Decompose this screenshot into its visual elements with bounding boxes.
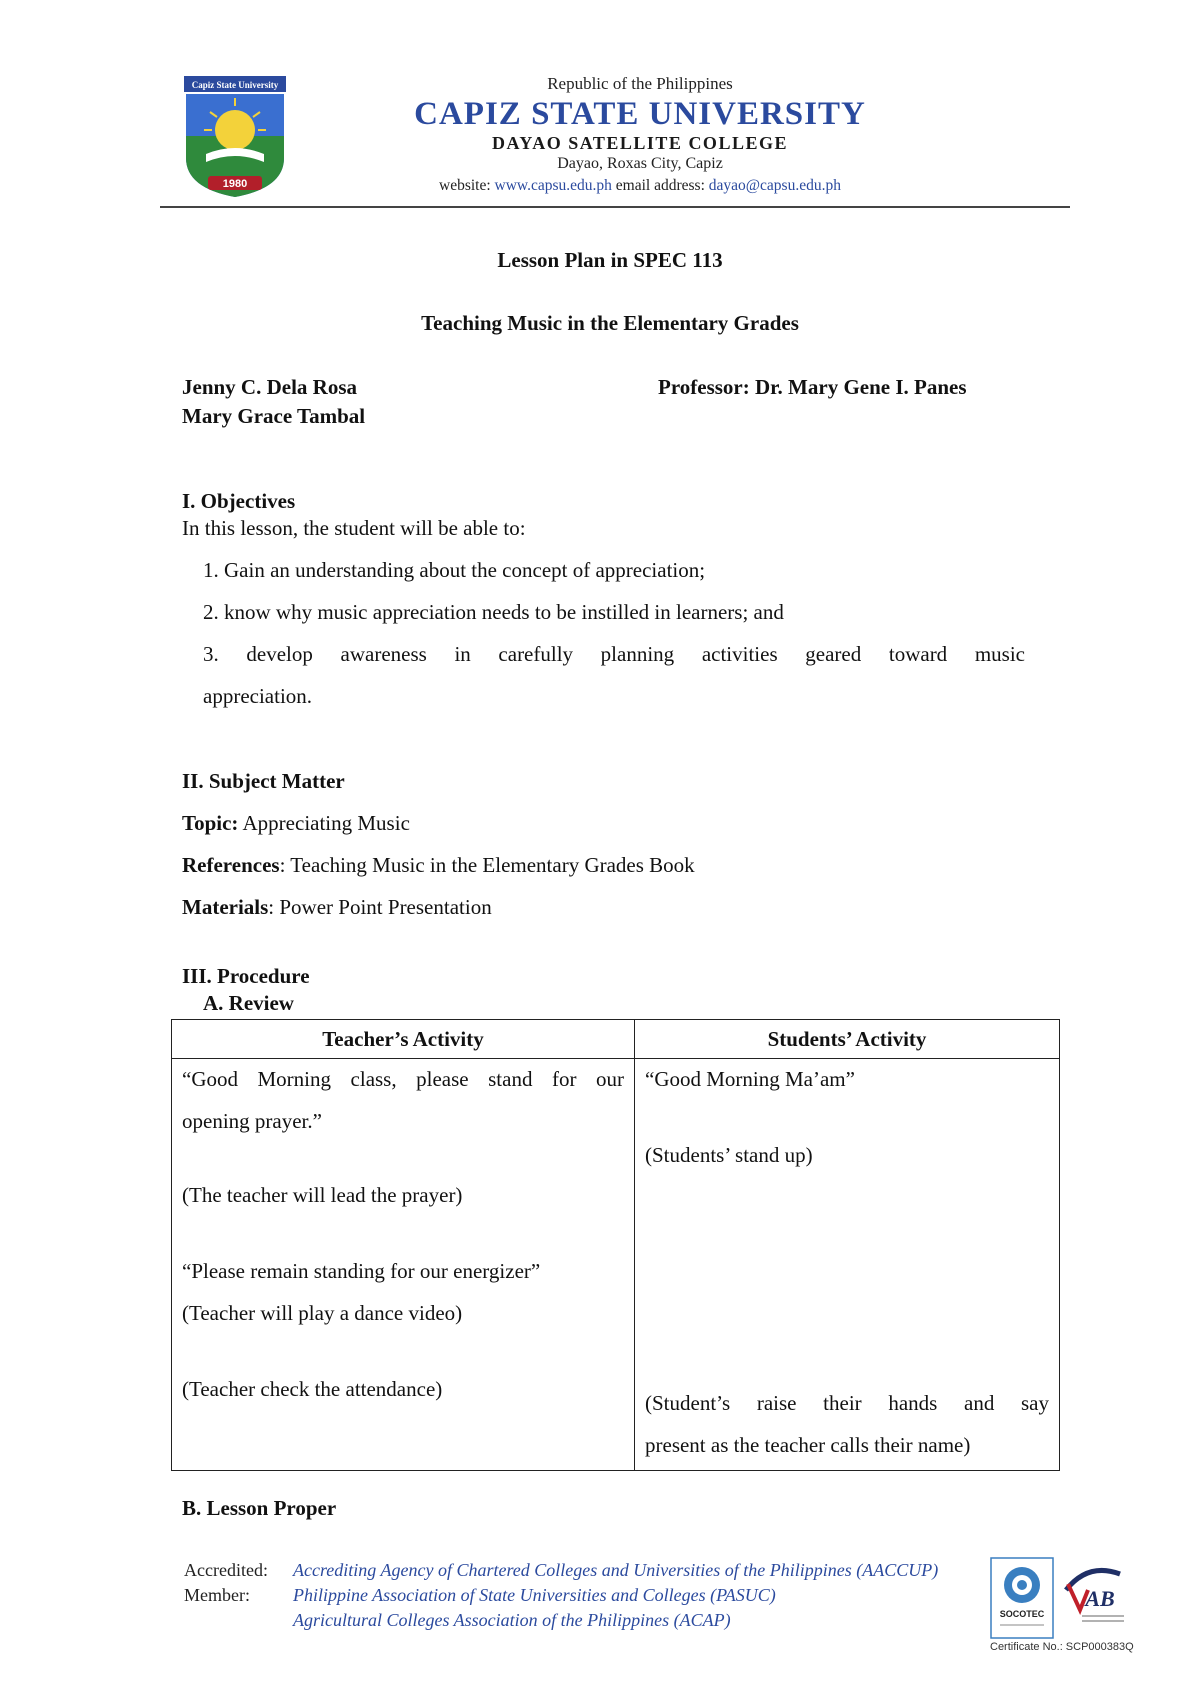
membership-acap: Agricultural Colleges Association of the Philippines (ACAP) <box>293 1610 731 1630</box>
table-row <box>172 1059 1060 1471</box>
student-line-1: “Good Morning Ma’am” <box>645 1067 855 1091</box>
students-activity-cell <box>635 1059 1060 1471</box>
review-table <box>171 1019 1060 1471</box>
accredited-label: Accredited: <box>184 1560 268 1580</box>
objective-3: 3. develop awareness in carefully planning activities geared toward music <box>203 642 1025 666</box>
objective-2: 2. know why music appreciation needs to be instilled in learners; and <box>203 600 784 624</box>
contact-line <box>300 177 980 195</box>
table-header-row <box>172 1020 1060 1059</box>
ab-accreditation-mark <box>1058 1560 1128 1630</box>
email-link[interactable]: dayao@capsu.edu.ph <box>708 177 841 194</box>
objective-1: 1. Gain an understanding about the concept of appreciation; <box>203 558 706 582</box>
procedure-heading: III. Procedure <box>182 964 310 988</box>
republic-line: Republic of the Philippines <box>547 74 733 93</box>
college-address: Dayao, Roxas City, Capiz <box>557 155 723 172</box>
author-2: Mary Grace Tambal <box>182 404 366 428</box>
svg-text:SOCOTEC: SOCOTEC <box>999 1609 1045 1619</box>
member-label: Member: <box>184 1585 250 1605</box>
college-name: DAYAO SATELLITE COLLEGE <box>492 133 788 153</box>
website-label: website: <box>439 177 491 194</box>
university-logo <box>184 76 286 198</box>
certificate-number: Certificate No.: SCP000383Q <box>990 1641 1134 1653</box>
email-label: email address: <box>615 177 705 194</box>
topic-line <box>182 811 410 836</box>
materials-value: : Power Point Presentation <box>268 895 492 919</box>
student-line-3: (Student’s raise their hands and say <box>645 1391 1049 1415</box>
references-value: : Teaching Music in the Elementary Grades Book <box>279 853 695 877</box>
lesson-proper-heading: B. Lesson Proper <box>182 1496 337 1520</box>
svg-text:1980: 1980 <box>222 178 248 190</box>
topic-label: Topic: <box>182 811 239 835</box>
university-name: CAPIZ STATE UNIVERSITY <box>414 96 866 132</box>
objectives-intro: In this lesson, the student will be able to: <box>182 516 526 540</box>
doc-subtitle: Teaching Music in the Elementary Grades <box>421 311 799 335</box>
header-divider <box>160 206 1070 208</box>
references-line <box>182 853 695 878</box>
student-line-4: present as the teacher calls their name) <box>645 1433 971 1457</box>
teacher-line-6: (Teacher check the attendance) <box>182 1377 443 1401</box>
objective-3-cont: appreciation. <box>203 684 313 708</box>
author-1: Jenny C. Dela Rosa <box>182 375 358 399</box>
topic-value: Appreciating Music <box>238 811 410 835</box>
student-line-2: (Students’ stand up) <box>645 1143 813 1167</box>
teacher-line-1: “Good Morning class, please stand for our <box>182 1067 624 1091</box>
svg-text:AB: AB <box>1085 1586 1115 1611</box>
website-link[interactable]: www.capsu.edu.ph <box>494 177 612 194</box>
materials-line <box>182 895 492 920</box>
teacher-activity-header: Teacher’s Activity <box>172 1020 635 1059</box>
students-activity-header: Students’ Activity <box>635 1020 1060 1059</box>
teacher-line-2: opening prayer.” <box>182 1109 322 1133</box>
svg-text:Capiz State University: Capiz State University <box>191 80 279 90</box>
accreditation-aaccup: Accrediting Agency of Chartered Colleges and Universities of the Philippines (AACCUP) <box>293 1560 939 1580</box>
professor: Professor: Dr. Mary Gene I. Panes <box>658 375 967 399</box>
doc-title: Lesson Plan in SPEC 113 <box>497 248 723 272</box>
teacher-activity-cell <box>172 1059 635 1471</box>
references-label: References <box>182 853 280 877</box>
teacher-line-4: “Please remain standing for our energizer” <box>182 1259 541 1283</box>
subject-heading: II. Subject Matter <box>182 769 345 793</box>
objectives-heading: I. Objectives <box>182 489 296 513</box>
membership-pasuc: Philippine Association of State Universities and Colleges (PASUC) <box>293 1585 776 1605</box>
teacher-line-5: (Teacher will play a dance video) <box>182 1301 463 1325</box>
review-heading: A. Review <box>203 991 294 1015</box>
socotec-badge <box>990 1557 1054 1639</box>
materials-label: Materials <box>182 895 269 919</box>
teacher-line-3: (The teacher will lead the prayer) <box>182 1183 463 1207</box>
